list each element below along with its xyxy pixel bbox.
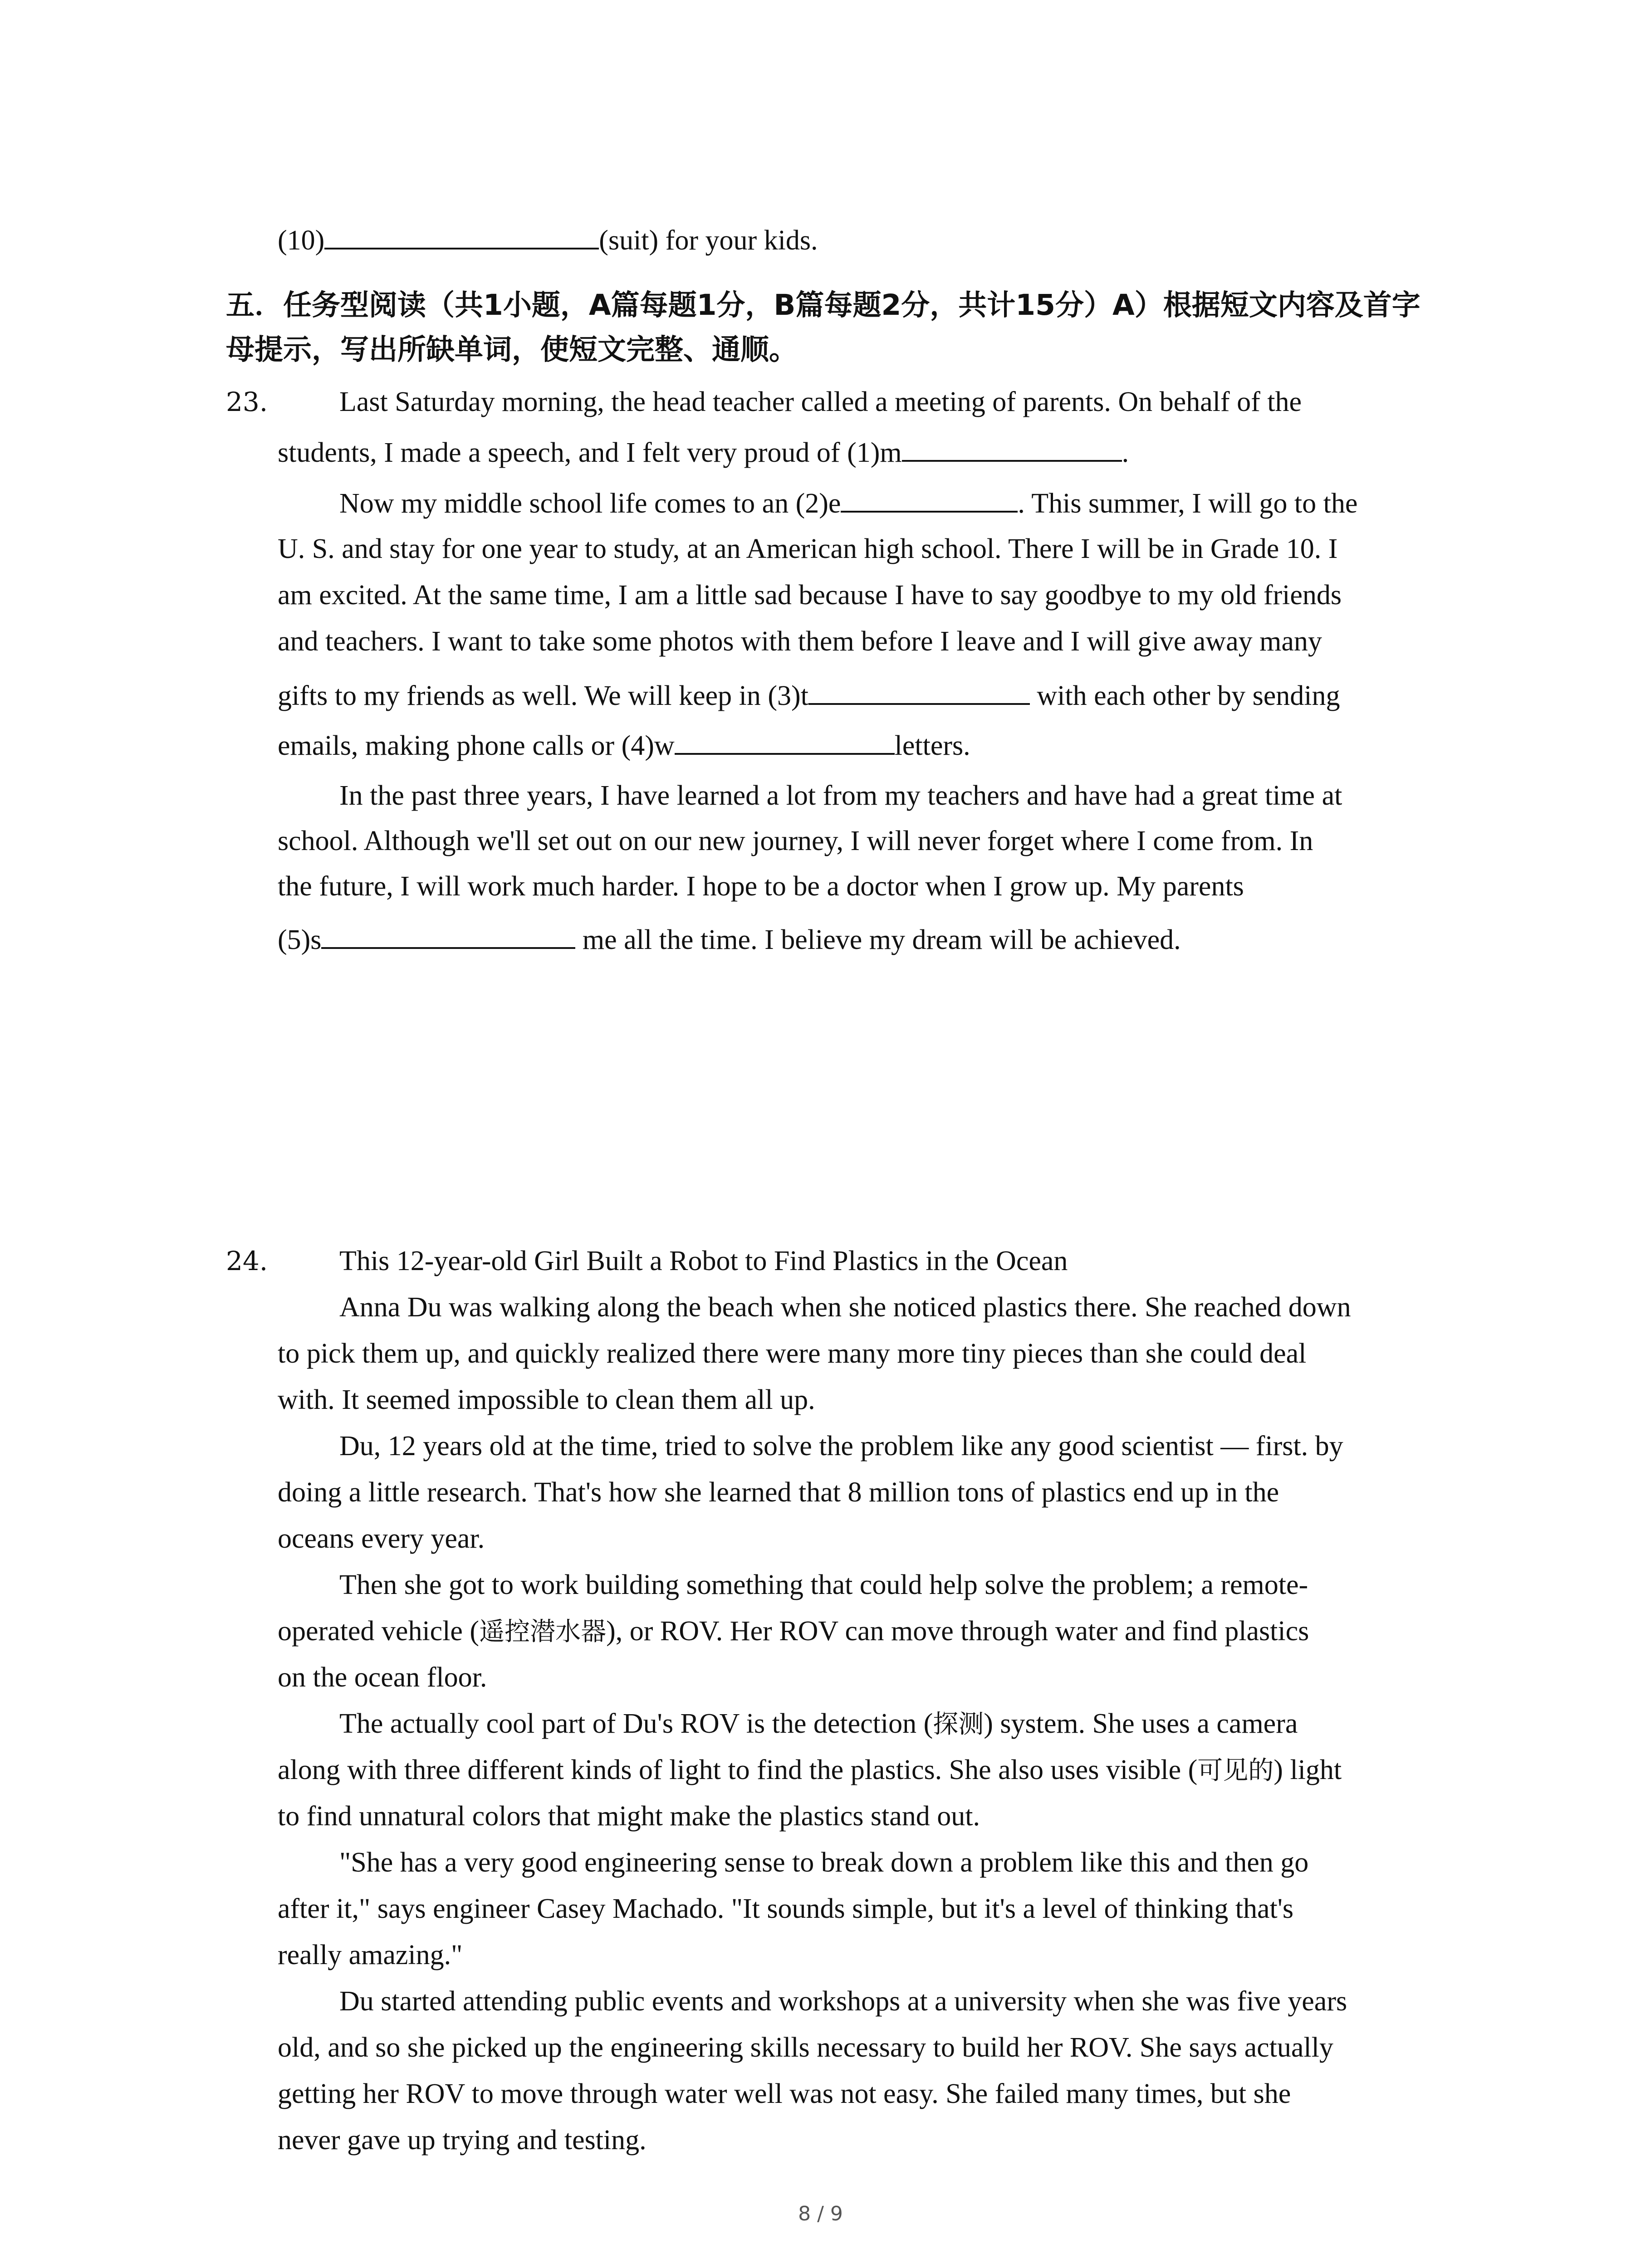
q24-paragraph-line: doing a little research. That's how she learned that 8 million tons of plastics end up in the	[278, 1477, 1279, 1508]
q23-paragraph-line: In the past three years, I have learned a lot from my teachers and have had a great time at	[339, 780, 1342, 811]
q23-text: emails, making phone calls or (4)w	[278, 730, 675, 761]
q23-text: (5)s	[278, 924, 322, 955]
q23-paragraph-line: and teachers. I want to take some photos with them before I leave and I will give away many	[278, 626, 1322, 657]
q24-text: operated vehicle (	[278, 1616, 480, 1647]
answer-blank-2[interactable]	[841, 485, 1018, 513]
q23-text: students, I made a speech, and I felt very proud of (1)m	[278, 437, 902, 468]
q23-text: Now my middle school life comes to an (2)e	[339, 488, 841, 519]
q24-paragraph-line: Du started attending public events and workshops at a university when she was five years	[339, 1986, 1347, 2017]
q24-paragraph-line: on the ocean floor.	[278, 1662, 487, 1693]
q23-paragraph-line: U. S. and stay for one year to study, at an American high school. There I will be in Grade 10. I	[278, 533, 1338, 564]
q24-paragraph-line	[278, 1613, 1309, 1650]
section-heading-line1: 五．任务型阅读（共1小题，A篇每题1分，B篇每题2分，共计15分）A）根据短文内容及首字	[226, 288, 1421, 322]
q24-paragraph-line: to pick them up, and quickly realized there were many more tiny pieces than she could deal	[278, 1338, 1307, 1369]
q24-paragraph-line: to find unnatural colors that might make the plastics stand out.	[278, 1801, 980, 1832]
item-10-suffix: (suit) for your kids.	[599, 225, 818, 256]
q24-paragraph-line: after it," says engineer Casey Machado. "It sounds simple, but it's a level of thinking that's	[278, 1893, 1294, 1924]
item-10-line	[278, 222, 818, 259]
q23-paragraph-line: school. Although we'll set out on our new journey, I will never forget where I come from. In	[278, 826, 1313, 856]
q24-paragraph-line: old, and so she picked up the engineering skills necessary to build her ROV. She says actually	[278, 2032, 1333, 2063]
q23-paragraph-line	[278, 922, 1181, 958]
q24-paragraph-line: Then she got to work building something that could help solve the problem; a remote-	[339, 1569, 1308, 1600]
q23-paragraph-line	[278, 678, 1340, 714]
answer-blank-4[interactable]	[675, 728, 895, 755]
q23-paragraph-line	[278, 728, 970, 764]
q24-text: along with three different kinds of light to find the plastics. She also uses visible (	[278, 1755, 1198, 1785]
q23-paragraph-line	[278, 435, 1129, 471]
q23-text: .	[1122, 437, 1129, 468]
q24-chinese-gloss: 遥控潜水器	[479, 1617, 607, 1647]
q23-text: letters.	[894, 730, 970, 761]
q24-text: ) system. She uses a camera	[984, 1708, 1298, 1739]
answer-blank-1[interactable]	[902, 435, 1122, 462]
q23-paragraph-line: the future, I will work much harder. I hope to be a doctor when I grow up. My parents	[278, 871, 1244, 902]
article-title: This 12-year-old Girl Built a Robot to Find Plastics in the Ocean	[339, 1246, 1068, 1276]
q24-text: ) light	[1274, 1755, 1342, 1785]
q24-paragraph-line: Du, 12 years old at the time, tried to solve the problem like any good scientist — first. by	[339, 1431, 1343, 1461]
answer-blank-3[interactable]	[808, 678, 1030, 705]
answer-blank-5[interactable]	[321, 922, 575, 949]
q24-paragraph-line	[339, 1706, 1298, 1743]
q24-paragraph-line	[278, 1752, 1342, 1789]
question-23-number: 23.	[226, 386, 268, 417]
q24-paragraph-line: Anna Du was walking along the beach when she noticed plastics there. She reached down	[339, 1292, 1351, 1323]
q24-paragraph-line: with. It seemed impossible to clean them all up.	[278, 1384, 815, 1415]
item-10-blank[interactable]	[324, 222, 599, 249]
q23-text: with each other by sending	[1029, 680, 1340, 711]
q24-paragraph-line: oceans every year.	[278, 1523, 485, 1554]
q24-paragraph-line: really amazing."	[278, 1940, 463, 1970]
q23-paragraph-line: am excited. At the same time, I am a little sad because I have to say goodbye to my old friends	[278, 580, 1342, 611]
section-heading-line2: 母提示，写出所缺单词，使短文完整、通顺。	[226, 333, 798, 366]
q24-paragraph-line: getting her ROV to move through water well was not easy. She failed many times, but she	[278, 2078, 1291, 2109]
q24-chinese-gloss: 探测	[933, 1710, 984, 1739]
q23-text: . This summer, I will go to the	[1018, 488, 1358, 519]
q24-paragraph-line: "She has a very good engineering sense to break down a problem like this and then go	[339, 1847, 1309, 1878]
q24-chinese-gloss: 可见的	[1197, 1756, 1274, 1785]
question-24-number: 24.	[226, 1246, 268, 1276]
q24-text: The actually cool part of Du's ROV is the detection (	[339, 1708, 933, 1739]
q24-text: ), or ROV. Her ROV can move through water and find plastics	[606, 1616, 1309, 1647]
q24-paragraph-line: never gave up trying and testing.	[278, 2125, 647, 2156]
q23-paragraph-line: Last Saturday morning, the head teacher called a meeting of parents. On behalf of the	[339, 386, 1302, 417]
q23-paragraph-line	[339, 485, 1357, 522]
q23-text: gifts to my friends as well. We will keep in (3)t	[278, 680, 808, 711]
q23-text: me all the time. I believe my dream will be achieved.	[575, 924, 1181, 955]
page-number: 8 / 9	[798, 2202, 843, 2225]
item-10-prefix: (10)	[278, 225, 325, 256]
